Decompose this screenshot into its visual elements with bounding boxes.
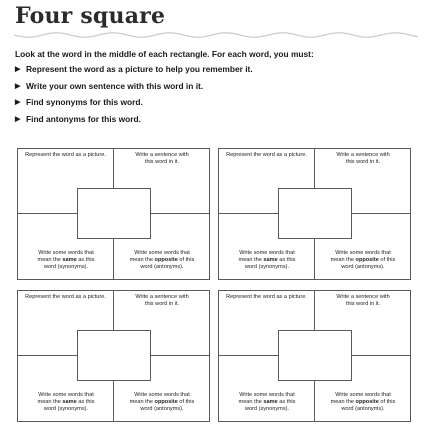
synonyms-quadrant-label xyxy=(223,392,311,413)
antonyms-label-emphasis: opposite xyxy=(154,257,178,263)
antonyms-label-mean: mean the xyxy=(330,257,354,263)
synonyms-label-line-3: word (synonyms). xyxy=(43,264,89,270)
synonyms-label-mean: mean the xyxy=(37,257,61,263)
synonyms-label-mean: mean the xyxy=(37,399,61,405)
picture-quadrant-label: Represent the word as a picture. xyxy=(226,152,307,158)
picture-quadrant-label: Represent the word as a picture. xyxy=(25,294,106,300)
synonyms-label-emphasis: same xyxy=(263,399,278,405)
instruction-item xyxy=(15,64,415,81)
sentence-label-line-1: Write a sentence with xyxy=(135,294,189,300)
synonyms-label-emphasis: same xyxy=(62,399,77,405)
bullet-arrow-icon: ▶ xyxy=(15,116,21,124)
bullet-arrow-icon: ▶ xyxy=(15,82,21,90)
sentence-label-line-1: Write a sentence with xyxy=(336,152,390,158)
synonyms-label-as-this: as this xyxy=(78,399,95,405)
four-square-worksheet-2 xyxy=(218,148,411,280)
antonyms-label-of-this: of this xyxy=(380,257,396,263)
instruction-text: Find synonyms for this word. xyxy=(26,97,143,108)
antonyms-label-emphasis: opposite xyxy=(355,257,379,263)
sentence-label-line-1: Write a sentence with xyxy=(135,152,189,158)
instruction-item xyxy=(15,81,415,98)
synonyms-label-line-1: Write some words that xyxy=(38,392,94,398)
synonyms-label-line-3: word (synonyms). xyxy=(43,406,89,412)
sentence-label-line-2: this word in it. xyxy=(345,159,381,165)
four-square-worksheet-3 xyxy=(17,290,210,422)
instruction-text: Write your own sentence with this word in it. xyxy=(26,80,204,91)
synonyms-label-emphasis: same xyxy=(62,257,77,263)
antonyms-label-emphasis: opposite xyxy=(154,399,178,405)
center-word-box[interactable] xyxy=(77,188,151,239)
antonyms-label-line-1: Write some words that xyxy=(134,392,190,398)
center-word-box[interactable] xyxy=(77,330,151,381)
instruction-text: Represent the word as a picture to help you remember it. xyxy=(26,64,253,74)
synonyms-label-as-this: as this xyxy=(78,257,95,263)
antonyms-label-mean: mean the xyxy=(330,399,354,405)
synonyms-label-emphasis: same xyxy=(263,257,278,263)
antonyms-label-line-3: word (antonyms). xyxy=(140,264,184,270)
antonyms-quadrant-label xyxy=(317,250,409,271)
antonyms-label-mean: mean the xyxy=(129,399,153,405)
sentence-label-line-2: this word in it. xyxy=(144,159,180,165)
antonyms-label-line-1: Write some words that xyxy=(134,250,190,256)
bullet-arrow-icon: ▶ xyxy=(15,66,21,73)
synonyms-label-line-1: Write some words that xyxy=(239,250,295,256)
sentence-label-line-2: this word in it. xyxy=(144,301,180,307)
synonyms-quadrant-label xyxy=(223,250,311,271)
antonyms-label-of-this: of this xyxy=(380,399,396,405)
antonyms-label-of-this: of this xyxy=(179,399,195,405)
sentence-label-line-2: this word in it. xyxy=(345,301,381,307)
wavy-divider xyxy=(14,30,418,40)
center-word-box[interactable] xyxy=(278,330,352,381)
synonyms-label-mean: mean the xyxy=(238,399,262,405)
antonyms-label-mean: mean the xyxy=(129,257,153,263)
antonyms-quadrant-label xyxy=(116,392,208,413)
instruction-text: Find antonyms for this word. xyxy=(26,114,141,125)
antonyms-label-of-this: of this xyxy=(179,257,195,263)
sentence-quadrant-label xyxy=(116,294,208,308)
synonyms-quadrant-label xyxy=(22,392,110,413)
instruction-item xyxy=(15,97,415,114)
synonyms-label-line-1: Write some words that xyxy=(239,392,295,398)
page-title: Four square xyxy=(15,3,166,29)
antonyms-label-line-3: word (antonyms). xyxy=(140,406,184,412)
bullet-arrow-icon: ▶ xyxy=(15,99,21,107)
synonyms-quadrant-label xyxy=(22,250,110,271)
picture-quadrant-label: Represent the word as a picture. xyxy=(25,152,106,158)
synonyms-label-mean: mean the xyxy=(238,257,262,263)
four-square-grid xyxy=(17,148,411,423)
instruction-list xyxy=(15,64,415,131)
synonyms-label-as-this: as this xyxy=(279,257,296,263)
synonyms-label-line-3: word (synonyms). xyxy=(244,264,290,270)
picture-quadrant-label: Represent the word as a picture. xyxy=(226,294,307,300)
sentence-quadrant-label xyxy=(116,152,208,166)
sentence-quadrant-label xyxy=(317,294,409,308)
four-square-worksheet-4 xyxy=(218,290,411,422)
synonyms-label-line-1: Write some words that xyxy=(38,250,94,256)
antonyms-label-line-1: Write some words that xyxy=(335,392,391,398)
intro-text: Look at the word in the middle of each rectangle. For each word, you must: xyxy=(15,49,314,59)
antonyms-quadrant-label xyxy=(317,392,409,413)
instruction-item xyxy=(15,114,415,131)
four-square-worksheet-1 xyxy=(17,148,210,280)
sentence-label-line-1: Write a sentence with xyxy=(336,294,390,300)
sentence-quadrant-label xyxy=(317,152,409,166)
synonyms-label-as-this: as this xyxy=(279,399,296,405)
synonyms-label-line-3: word (synonyms). xyxy=(244,406,290,412)
antonyms-label-emphasis: opposite xyxy=(355,399,379,405)
antonyms-label-line-3: word (antonyms). xyxy=(341,264,385,270)
center-word-box[interactable] xyxy=(278,188,352,239)
antonyms-quadrant-label xyxy=(116,250,208,271)
antonyms-label-line-1: Write some words that xyxy=(335,250,391,256)
antonyms-label-line-3: word (antonyms). xyxy=(341,406,385,412)
